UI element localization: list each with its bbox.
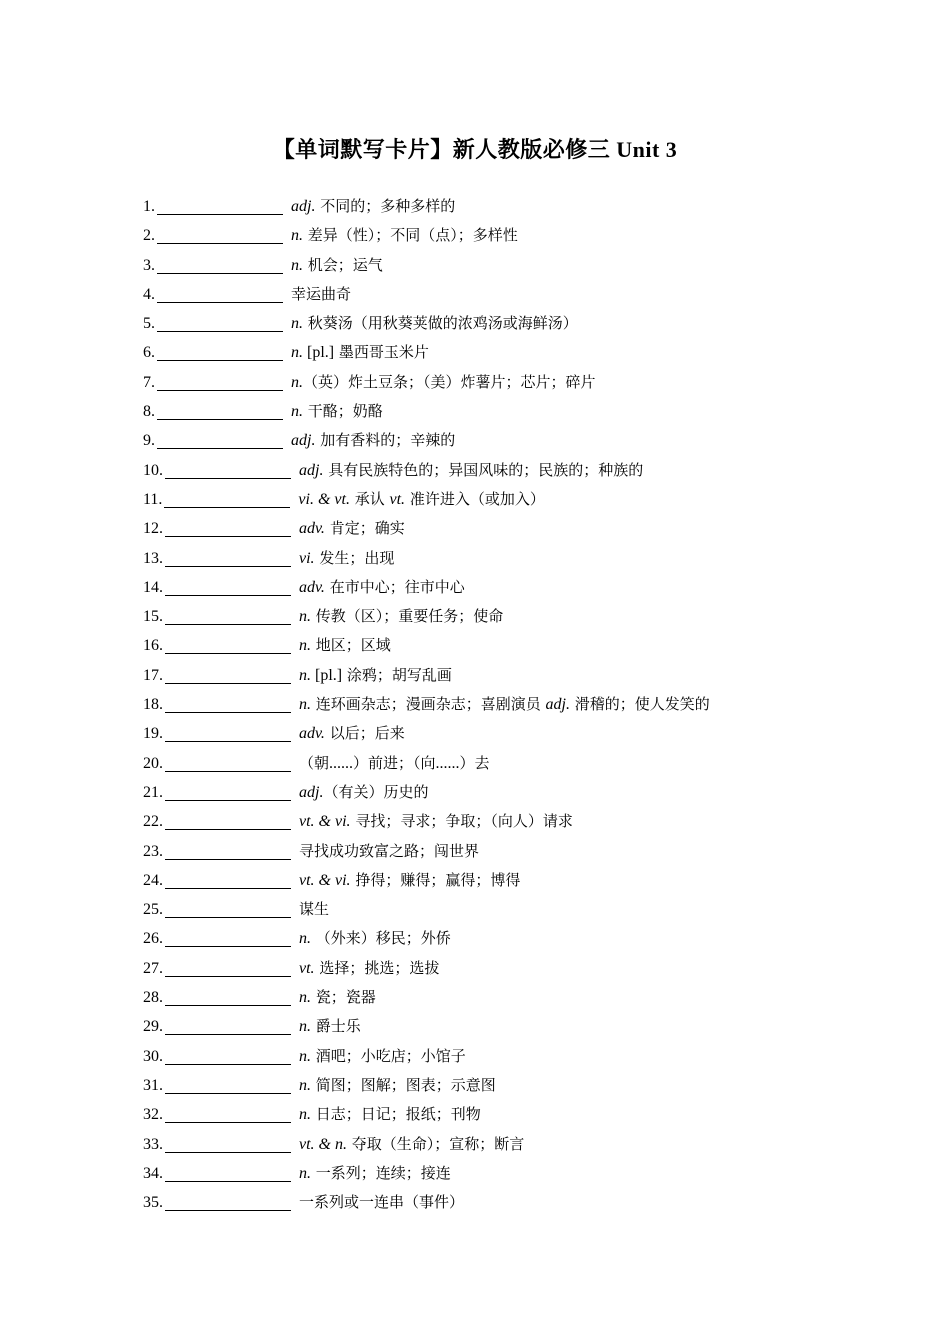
definition-text: 日志；日记；报纸；刊物 bbox=[311, 1105, 481, 1124]
list-item bbox=[143, 220, 843, 249]
part-of-speech: n. bbox=[299, 930, 311, 948]
part-of-speech: n. bbox=[299, 1076, 311, 1094]
definition-text: 具有民族特色的；异国风味的；民族的；种族的 bbox=[323, 460, 644, 479]
answer-blank[interactable] bbox=[157, 344, 283, 361]
definition-text: 简图；图解；图表；示意图 bbox=[311, 1075, 496, 1094]
item-number: 31. bbox=[143, 1076, 163, 1094]
list-item bbox=[143, 425, 843, 454]
definition-text: 承认 bbox=[349, 489, 390, 508]
answer-blank[interactable] bbox=[157, 227, 283, 244]
definition-text: ...... bbox=[329, 754, 354, 772]
item-number: 16. bbox=[143, 637, 163, 655]
definition-text: （有关）历史的 bbox=[323, 782, 429, 801]
part-of-speech: n. bbox=[291, 403, 303, 421]
answer-blank[interactable] bbox=[157, 403, 283, 420]
part-of-speech: vt. bbox=[389, 490, 406, 508]
part-of-speech: n. bbox=[299, 637, 311, 655]
answer-blank[interactable] bbox=[165, 1194, 291, 1211]
part-of-speech: adv. bbox=[299, 725, 325, 743]
definition-text: ）去 bbox=[459, 753, 490, 772]
word-list bbox=[143, 191, 843, 1216]
part-of-speech: n. bbox=[299, 696, 311, 714]
answer-blank[interactable] bbox=[165, 1165, 291, 1182]
item-number: 34. bbox=[143, 1164, 163, 1182]
item-number: 23. bbox=[143, 842, 163, 860]
item-number: 1. bbox=[143, 198, 155, 215]
part-of-speech: n. bbox=[291, 256, 303, 274]
answer-blank[interactable] bbox=[165, 725, 291, 742]
definition-text: 干酪；奶酪 bbox=[303, 402, 383, 421]
answer-blank[interactable] bbox=[165, 930, 291, 947]
definition-text: [pl.] bbox=[311, 666, 343, 684]
definition-text: 一系列；连续；接连 bbox=[311, 1163, 451, 1182]
item-number: 3. bbox=[143, 256, 155, 274]
definition-text: 瓷；瓷器 bbox=[311, 988, 376, 1007]
definition-text: 爵士乐 bbox=[311, 1017, 361, 1036]
item-number: 20. bbox=[143, 754, 163, 772]
list-item bbox=[143, 250, 843, 279]
item-number: 30. bbox=[143, 1047, 163, 1065]
page-title: 【单词默写卡片】新人教版必修三 Unit 3 bbox=[272, 137, 678, 162]
list-item bbox=[143, 1070, 843, 1099]
answer-blank[interactable] bbox=[165, 843, 291, 860]
definition-text: 谋生 bbox=[299, 900, 330, 919]
answer-blank[interactable] bbox=[165, 1136, 291, 1153]
item-number: 17. bbox=[143, 666, 163, 684]
list-item bbox=[143, 894, 843, 923]
definition-text: 差异（性）；不同（点）；多样性 bbox=[303, 226, 518, 245]
list-item bbox=[143, 777, 843, 806]
definition-text: 加有香料的；辛辣的 bbox=[315, 431, 456, 450]
definition-text: 以后；后来 bbox=[324, 724, 405, 743]
item-number: 27. bbox=[143, 959, 163, 977]
definition-text: 选择；挑选；选拔 bbox=[314, 958, 440, 977]
item-number: 35. bbox=[143, 1194, 163, 1212]
answer-blank[interactable] bbox=[165, 989, 291, 1006]
list-item bbox=[143, 923, 843, 952]
part-of-speech: adj. bbox=[299, 783, 324, 801]
list-item bbox=[143, 806, 843, 835]
definition-text: 机会；运气 bbox=[303, 255, 383, 274]
part-of-speech: adv. bbox=[299, 578, 325, 596]
definition-text: 滑稽的；使人发笑的 bbox=[570, 695, 710, 714]
item-number: 13. bbox=[143, 549, 163, 567]
item-number: 12. bbox=[143, 520, 163, 538]
list-item bbox=[143, 543, 843, 572]
part-of-speech: n. bbox=[299, 989, 311, 1007]
definition-text: 涂鸦；胡写乱画 bbox=[342, 665, 452, 684]
answer-blank[interactable] bbox=[165, 579, 291, 596]
definition-text: 传教（区）；重要任务；使命 bbox=[311, 607, 504, 626]
list-item bbox=[143, 630, 843, 659]
list-item bbox=[143, 865, 843, 894]
list-item bbox=[143, 572, 843, 601]
list-item bbox=[143, 396, 843, 425]
list-item bbox=[143, 308, 843, 337]
list-item bbox=[143, 513, 843, 542]
answer-blank[interactable] bbox=[165, 608, 291, 625]
answer-blank[interactable] bbox=[157, 257, 283, 274]
part-of-speech: adv. bbox=[299, 520, 325, 538]
answer-blank[interactable] bbox=[165, 901, 291, 918]
definition-text: （外来）移民；外侨 bbox=[311, 929, 451, 948]
part-of-speech: adj. bbox=[291, 198, 316, 215]
item-number: 26. bbox=[143, 930, 163, 948]
list-item bbox=[143, 279, 843, 308]
answer-blank[interactable] bbox=[165, 1018, 291, 1035]
list-item bbox=[143, 1158, 843, 1187]
part-of-speech: adj. bbox=[299, 461, 324, 479]
answer-blank[interactable] bbox=[165, 755, 291, 772]
part-of-speech: n. bbox=[299, 666, 311, 684]
part-of-speech: vt. & n. bbox=[299, 1135, 347, 1153]
part-of-speech: n. bbox=[291, 344, 303, 362]
definition-text: （英）炸土豆条；（美）炸薯片；芯片；碎片 bbox=[303, 372, 596, 391]
part-of-speech: n. bbox=[299, 1047, 311, 1065]
list-item bbox=[143, 484, 843, 513]
list-item bbox=[143, 660, 843, 689]
definition-text: （朝 bbox=[299, 753, 330, 772]
definition-text: 墨西哥玉米片 bbox=[334, 343, 429, 362]
item-number: 7. bbox=[143, 373, 155, 391]
definition-text: 挣得；赚得；赢得；博得 bbox=[350, 870, 521, 889]
answer-blank[interactable] bbox=[165, 872, 291, 889]
part-of-speech: vt. & vi. bbox=[299, 871, 351, 889]
list-item bbox=[143, 367, 843, 396]
definition-text: [pl.] bbox=[303, 344, 335, 362]
item-number: 15. bbox=[143, 608, 163, 626]
list-item bbox=[143, 1129, 843, 1158]
part-of-speech: n. bbox=[299, 1164, 311, 1182]
definition-text: 准许进入（或加入） bbox=[405, 489, 545, 508]
answer-blank[interactable] bbox=[165, 520, 291, 537]
answer-blank[interactable] bbox=[165, 813, 291, 830]
list-item bbox=[143, 836, 843, 865]
item-number: 11. bbox=[143, 490, 163, 508]
item-number: 21. bbox=[143, 783, 163, 801]
list-item bbox=[143, 601, 843, 630]
part-of-speech: adj. bbox=[545, 696, 570, 714]
part-of-speech: vt. bbox=[299, 959, 315, 977]
definition-text: 酒吧；小吃店；小馆子 bbox=[311, 1046, 466, 1065]
part-of-speech: vi. & vt. bbox=[298, 490, 350, 508]
item-number: 14. bbox=[143, 578, 163, 596]
answer-blank[interactable] bbox=[157, 432, 283, 449]
definition-text: 地区；区域 bbox=[311, 636, 391, 655]
item-number: 32. bbox=[143, 1106, 163, 1124]
answer-blank[interactable] bbox=[157, 286, 283, 303]
definition-text: 不同的；多种多样的 bbox=[315, 197, 456, 215]
answer-blank[interactable] bbox=[165, 550, 291, 567]
part-of-speech: n. bbox=[291, 373, 303, 391]
item-number: 5. bbox=[143, 315, 155, 333]
definition-text: 寻找；寻求；争取；（向人）请求 bbox=[350, 812, 573, 831]
definition-text: 发生；出现 bbox=[314, 548, 395, 567]
list-item bbox=[143, 1041, 843, 1070]
answer-blank[interactable] bbox=[157, 198, 283, 215]
answer-blank[interactable] bbox=[165, 462, 291, 479]
item-number: 33. bbox=[143, 1135, 163, 1153]
item-number: 6. bbox=[143, 344, 155, 362]
definition-text: 秋葵汤（用秋葵荚做的浓鸡汤或海鲜汤） bbox=[303, 314, 578, 333]
item-number: 8. bbox=[143, 403, 155, 421]
item-number: 10. bbox=[143, 461, 163, 479]
answer-blank[interactable] bbox=[165, 1077, 291, 1094]
answer-blank[interactable] bbox=[165, 696, 291, 713]
answer-blank[interactable] bbox=[165, 960, 291, 977]
definition-text: 夺取（生命）；宣称；断言 bbox=[347, 1134, 525, 1153]
item-number: 22. bbox=[143, 813, 163, 831]
list-item bbox=[143, 455, 843, 484]
item-number: 19. bbox=[143, 725, 163, 743]
answer-blank[interactable] bbox=[157, 315, 283, 332]
list-item bbox=[143, 982, 843, 1011]
item-number: 18. bbox=[143, 696, 163, 714]
list-item bbox=[143, 953, 843, 982]
part-of-speech: adj. bbox=[291, 432, 316, 450]
part-of-speech: vt. & vi. bbox=[299, 813, 351, 831]
definition-text: 一系列或一连串（事件） bbox=[299, 1193, 465, 1212]
part-of-speech: n. bbox=[299, 608, 311, 626]
list-item bbox=[143, 689, 843, 718]
part-of-speech: vi. bbox=[299, 549, 315, 567]
item-number: 24. bbox=[143, 871, 163, 889]
part-of-speech: n. bbox=[299, 1106, 311, 1124]
item-number: 28. bbox=[143, 989, 163, 1007]
answer-blank[interactable] bbox=[165, 667, 291, 684]
item-number: 29. bbox=[143, 1018, 163, 1036]
answer-blank[interactable] bbox=[165, 784, 291, 801]
definition-text: 寻找成功致富之路；闯世界 bbox=[299, 841, 480, 860]
definition-text: ...... bbox=[435, 754, 460, 772]
answer-blank[interactable] bbox=[165, 1048, 291, 1065]
list-item bbox=[143, 1011, 843, 1040]
list-item bbox=[143, 748, 843, 777]
list-item bbox=[143, 337, 843, 366]
list-item bbox=[143, 1187, 843, 1216]
list-item bbox=[143, 191, 843, 220]
answer-blank[interactable] bbox=[157, 374, 283, 391]
list-item bbox=[143, 1099, 843, 1128]
definition-text: 在市中心；往市中心 bbox=[324, 577, 465, 596]
part-of-speech: n. bbox=[291, 227, 303, 245]
list-item bbox=[143, 718, 843, 747]
answer-blank[interactable] bbox=[164, 491, 290, 508]
part-of-speech: n. bbox=[291, 315, 303, 333]
item-number: 9. bbox=[143, 432, 155, 450]
answer-blank[interactable] bbox=[165, 637, 291, 654]
answer-blank[interactable] bbox=[165, 1106, 291, 1123]
part-of-speech: n. bbox=[299, 1018, 311, 1036]
definition-text: 连环画杂志；漫画杂志；喜剧演员 bbox=[311, 695, 546, 714]
item-number: 25. bbox=[143, 901, 163, 919]
definition-text: ）前进；（向 bbox=[353, 753, 436, 772]
item-number: 4. bbox=[143, 285, 155, 303]
definition-text: 肯定；确实 bbox=[324, 519, 405, 538]
definition-text: 幸运曲奇 bbox=[291, 284, 352, 303]
item-number: 2. bbox=[143, 227, 155, 245]
